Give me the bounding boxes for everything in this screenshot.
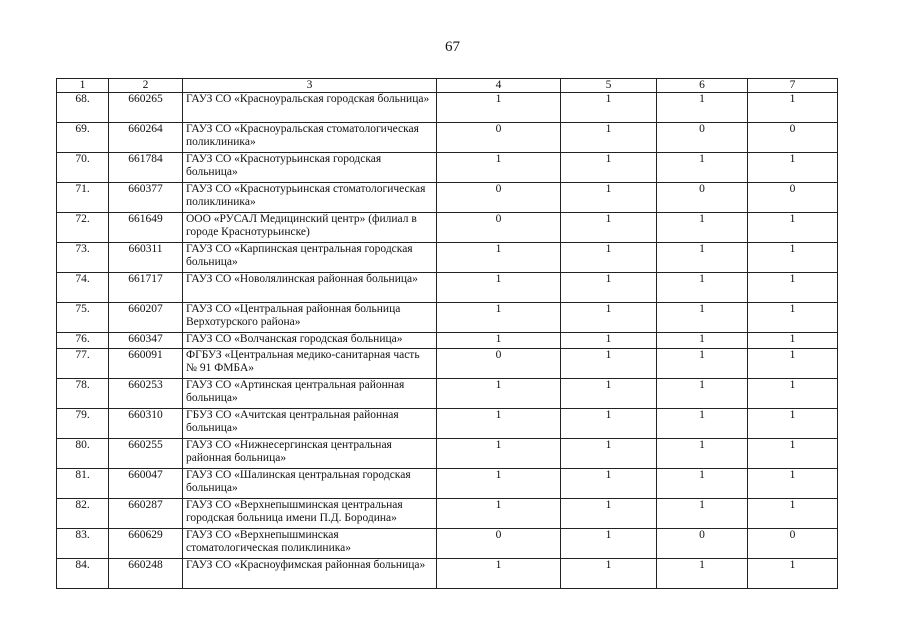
value-col-7: 1 (748, 409, 838, 439)
value-col-5: 1 (561, 93, 657, 123)
header-col-7: 7 (748, 79, 838, 93)
facility-name: ГБУЗ СО «Ачитская центральная районная больница» (183, 409, 437, 439)
value-col-6: 1 (657, 303, 748, 333)
value-col-6: 1 (657, 153, 748, 183)
table-row (57, 559, 838, 589)
value-col-4: 1 (437, 153, 561, 183)
value-col-6: 1 (657, 559, 748, 589)
facility-code: 660265 (109, 93, 183, 123)
value-col-7: 1 (748, 349, 838, 379)
value-col-7: 1 (748, 469, 838, 499)
facility-name: ГАУЗ СО «Новолялинская районная больница» (183, 273, 437, 303)
value-col-4: 1 (437, 243, 561, 273)
row-number: 75. (57, 303, 109, 333)
facility-name: ФГБУЗ «Центральная медико-санитарная часть № 91 ФМБА» (183, 349, 437, 379)
value-col-4: 1 (437, 379, 561, 409)
value-col-7: 1 (748, 559, 838, 589)
row-number: 68. (57, 93, 109, 123)
facility-code: 660377 (109, 183, 183, 213)
value-col-7: 0 (748, 123, 838, 153)
header-col-1: 1 (57, 79, 109, 93)
facility-code: 660091 (109, 349, 183, 379)
table-row (57, 153, 838, 183)
value-col-6: 0 (657, 183, 748, 213)
value-col-7: 0 (748, 183, 838, 213)
value-col-4: 1 (437, 559, 561, 589)
value-col-7: 1 (748, 333, 838, 349)
value-col-7: 1 (748, 273, 838, 303)
row-number: 70. (57, 153, 109, 183)
value-col-5: 1 (561, 529, 657, 559)
facility-code: 660287 (109, 499, 183, 529)
table-row (57, 303, 838, 333)
facility-name: ГАУЗ СО «Красноуфимская районная больница» (183, 559, 437, 589)
table-row (57, 469, 838, 499)
facility-code: 661784 (109, 153, 183, 183)
header-col-6: 6 (657, 79, 748, 93)
value-col-5: 1 (561, 123, 657, 153)
value-col-4: 0 (437, 213, 561, 243)
header-col-3: 3 (183, 79, 437, 93)
value-col-6: 1 (657, 213, 748, 243)
value-col-5: 1 (561, 439, 657, 469)
value-col-6: 0 (657, 123, 748, 153)
value-col-5: 1 (561, 213, 657, 243)
row-number: 77. (57, 349, 109, 379)
facility-name: ГАУЗ СО «Красноуральская стоматологическая поликлиника» (183, 123, 437, 153)
value-col-5: 1 (561, 469, 657, 499)
value-col-4: 1 (437, 273, 561, 303)
value-col-4: 1 (437, 499, 561, 529)
facility-name: ГАУЗ СО «Шалинская центральная городская больница» (183, 469, 437, 499)
value-col-5: 1 (561, 183, 657, 213)
row-number: 84. (57, 559, 109, 589)
value-col-6: 1 (657, 469, 748, 499)
value-col-4: 1 (437, 93, 561, 123)
facility-name: ГАУЗ СО «Карпинская центральная городская больница» (183, 243, 437, 273)
value-col-4: 0 (437, 349, 561, 379)
value-col-7: 1 (748, 499, 838, 529)
value-col-5: 1 (561, 349, 657, 379)
row-number: 80. (57, 439, 109, 469)
facility-code: 660207 (109, 303, 183, 333)
value-col-4: 0 (437, 529, 561, 559)
header-col-5: 5 (561, 79, 657, 93)
facility-name: ГАУЗ СО «Краснотурьинская городская больница» (183, 153, 437, 183)
value-col-7: 1 (748, 153, 838, 183)
facility-code: 660264 (109, 123, 183, 153)
row-number: 83. (57, 529, 109, 559)
table-row (57, 499, 838, 529)
facility-code: 660629 (109, 529, 183, 559)
value-col-6: 1 (657, 333, 748, 349)
value-col-5: 1 (561, 409, 657, 439)
value-col-5: 1 (561, 153, 657, 183)
value-col-6: 1 (657, 499, 748, 529)
value-col-5: 1 (561, 499, 657, 529)
facility-code: 660310 (109, 409, 183, 439)
table-row (57, 183, 838, 213)
facility-code: 660047 (109, 469, 183, 499)
row-number: 76. (57, 333, 109, 349)
facility-name: ГАУЗ СО «Краснотурьинская стоматологическая поликлиника» (183, 183, 437, 213)
value-col-6: 1 (657, 349, 748, 379)
row-number: 81. (57, 469, 109, 499)
facility-name: ГАУЗ СО «Верхнепышминская центральная городская больница имени П.Д. Бородина» (183, 499, 437, 529)
value-col-5: 1 (561, 333, 657, 349)
facility-code: 661649 (109, 213, 183, 243)
table-row (57, 273, 838, 303)
value-col-7: 1 (748, 243, 838, 273)
facility-code: 661717 (109, 273, 183, 303)
table-row (57, 123, 838, 153)
header-col-4: 4 (437, 79, 561, 93)
value-col-4: 1 (437, 469, 561, 499)
facility-name: ГАУЗ СО «Красноуральская городская больница» (183, 93, 437, 123)
facility-code: 660248 (109, 559, 183, 589)
value-col-7: 1 (748, 303, 838, 333)
value-col-6: 1 (657, 439, 748, 469)
facility-code: 660311 (109, 243, 183, 273)
row-number: 69. (57, 123, 109, 153)
value-col-7: 1 (748, 93, 838, 123)
table-row (57, 409, 838, 439)
facility-name: ГАУЗ СО «Верхнепышминская стоматологическая поликлиника» (183, 529, 437, 559)
row-number: 71. (57, 183, 109, 213)
row-number: 82. (57, 499, 109, 529)
table-row (57, 379, 838, 409)
facility-name: ГАУЗ СО «Артинская центральная районная больница» (183, 379, 437, 409)
row-number: 78. (57, 379, 109, 409)
value-col-6: 1 (657, 243, 748, 273)
facility-name: ГАУЗ СО «Нижнесергинская центральная районная больница» (183, 439, 437, 469)
value-col-6: 1 (657, 93, 748, 123)
value-col-4: 1 (437, 333, 561, 349)
facility-code: 660255 (109, 439, 183, 469)
row-number: 73. (57, 243, 109, 273)
table-row (57, 439, 838, 469)
value-col-7: 1 (748, 213, 838, 243)
table-row (57, 213, 838, 243)
value-col-6: 1 (657, 273, 748, 303)
value-col-4: 0 (437, 183, 561, 213)
value-col-5: 1 (561, 243, 657, 273)
value-col-5: 1 (561, 379, 657, 409)
facility-code: 660253 (109, 379, 183, 409)
value-col-5: 1 (561, 303, 657, 333)
table-row (57, 243, 838, 273)
facility-code: 660347 (109, 333, 183, 349)
value-col-4: 1 (437, 303, 561, 333)
value-col-7: 0 (748, 529, 838, 559)
value-col-4: 1 (437, 409, 561, 439)
row-number: 79. (57, 409, 109, 439)
header-row (57, 79, 838, 93)
table-row (57, 349, 838, 379)
value-col-6: 1 (657, 379, 748, 409)
row-number: 74. (57, 273, 109, 303)
header-col-2: 2 (109, 79, 183, 93)
value-col-5: 1 (561, 273, 657, 303)
page-number: 67 (445, 39, 460, 55)
value-col-6: 1 (657, 409, 748, 439)
value-col-7: 1 (748, 439, 838, 469)
table-row (57, 93, 838, 123)
value-col-6: 0 (657, 529, 748, 559)
value-col-7: 1 (748, 379, 838, 409)
facility-name: ООО «РУСАЛ Медицинский центр» (филиал в городе Краснотурьинске) (183, 213, 437, 243)
facility-name: ГАУЗ СО «Волчанская городская больница» (183, 333, 437, 349)
facility-table (56, 78, 838, 589)
row-number: 72. (57, 213, 109, 243)
table-body (57, 93, 838, 589)
facility-name: ГАУЗ СО «Центральная районная больница Верхотурского района» (183, 303, 437, 333)
value-col-4: 0 (437, 123, 561, 153)
table-row (57, 529, 838, 559)
value-col-4: 1 (437, 439, 561, 469)
table-row (57, 333, 838, 349)
value-col-5: 1 (561, 559, 657, 589)
